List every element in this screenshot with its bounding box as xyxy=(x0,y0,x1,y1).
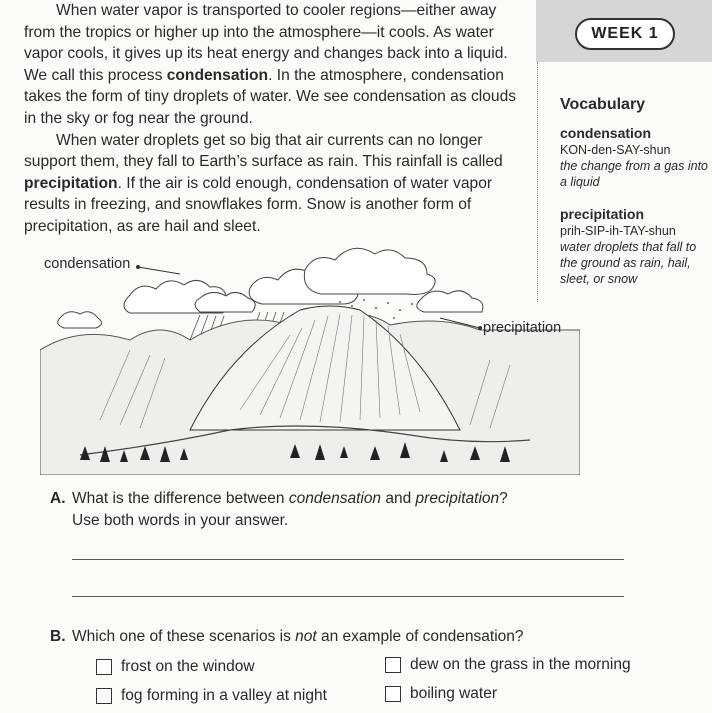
question-a-qmark: ? xyxy=(499,490,508,507)
option-label: dew on the grass in the morning xyxy=(410,656,631,673)
vocab-entry-condensation xyxy=(560,124,710,190)
paragraph-1 xyxy=(24,0,524,130)
question-a-and: and xyxy=(381,490,416,507)
p1-text-a: When water vapor is transported to cooler regions—either away from the tropics or higher up into the atmosphere—it cools. As water vapor cools, it gives up its heat energy and changes back into a liquid. We call this process xyxy=(24,2,508,84)
question-a-term1: condensation xyxy=(288,490,382,507)
p1-text-b: . In the atmosphere, condensation takes the form of tiny droplets of water. We see condensation as clouds in the sky or fog near the ground. xyxy=(24,66,517,127)
question-b-text-end: an example of condensation? xyxy=(316,628,524,645)
checkbox[interactable] xyxy=(96,688,112,704)
option-dew[interactable] xyxy=(385,656,631,674)
label-precipitation: precipitation xyxy=(483,320,562,336)
vocab-term: condensation xyxy=(560,125,652,141)
vocab-term: precipitation xyxy=(560,206,645,222)
checkbox[interactable] xyxy=(96,659,112,675)
question-a xyxy=(50,488,508,532)
vocabulary-title: Vocabulary xyxy=(560,96,646,113)
p2-term: precipitation xyxy=(24,174,118,192)
vocab-definition: water droplets that fall to the ground as rain, hail, sleet, or snow xyxy=(560,240,697,286)
question-b xyxy=(50,628,524,646)
vocab-definition: the change from a gas into a liquid xyxy=(560,159,709,189)
checkbox[interactable] xyxy=(385,657,401,673)
option-boiling[interactable] xyxy=(385,685,497,703)
question-b-text: Which one of these scenarios is xyxy=(72,628,296,645)
option-fog[interactable] xyxy=(96,687,327,705)
question-b-emphasis: not xyxy=(295,628,317,645)
answer-line[interactable] xyxy=(72,559,624,560)
option-label: fog forming in a valley at night xyxy=(121,687,327,704)
label-condensation: condensation xyxy=(44,256,131,272)
p2-text-a: When water droplets get so big that air currents can no longer support them, they fall to Earth’s surface as rain. This rainfall is called xyxy=(24,131,503,171)
checkbox[interactable] xyxy=(385,686,401,702)
mountain-illustration xyxy=(40,240,580,475)
answer-line[interactable] xyxy=(72,596,624,597)
p1-term: condensation xyxy=(166,66,269,84)
vocab-pronunciation: prih-SIP-ih-TAY-shun xyxy=(560,224,676,238)
vocab-entry-precipitation xyxy=(560,205,710,287)
p2-text-b: . If the air is cold enough, condensation of water vapor results in freezing, and snowflakes form. Snow is another form of precipitation, as are hail and sleet. xyxy=(24,174,493,235)
option-label: boiling water xyxy=(410,685,498,702)
option-frost[interactable] xyxy=(96,658,255,676)
question-a-term2: precipitation xyxy=(415,490,500,507)
question-a-label: A. xyxy=(50,490,66,507)
option-label: frost on the window xyxy=(121,658,255,675)
vocab-pronunciation: KON-den-SAY-shun xyxy=(560,143,671,157)
paragraph-2 xyxy=(24,130,524,238)
question-b-label: B. xyxy=(50,628,66,645)
week-badge: WEEK 1 xyxy=(575,18,675,50)
question-a-instruction: Use both words in your answer. xyxy=(72,512,289,529)
question-a-text: What is the difference between xyxy=(72,490,289,507)
reading-passage xyxy=(24,0,524,238)
